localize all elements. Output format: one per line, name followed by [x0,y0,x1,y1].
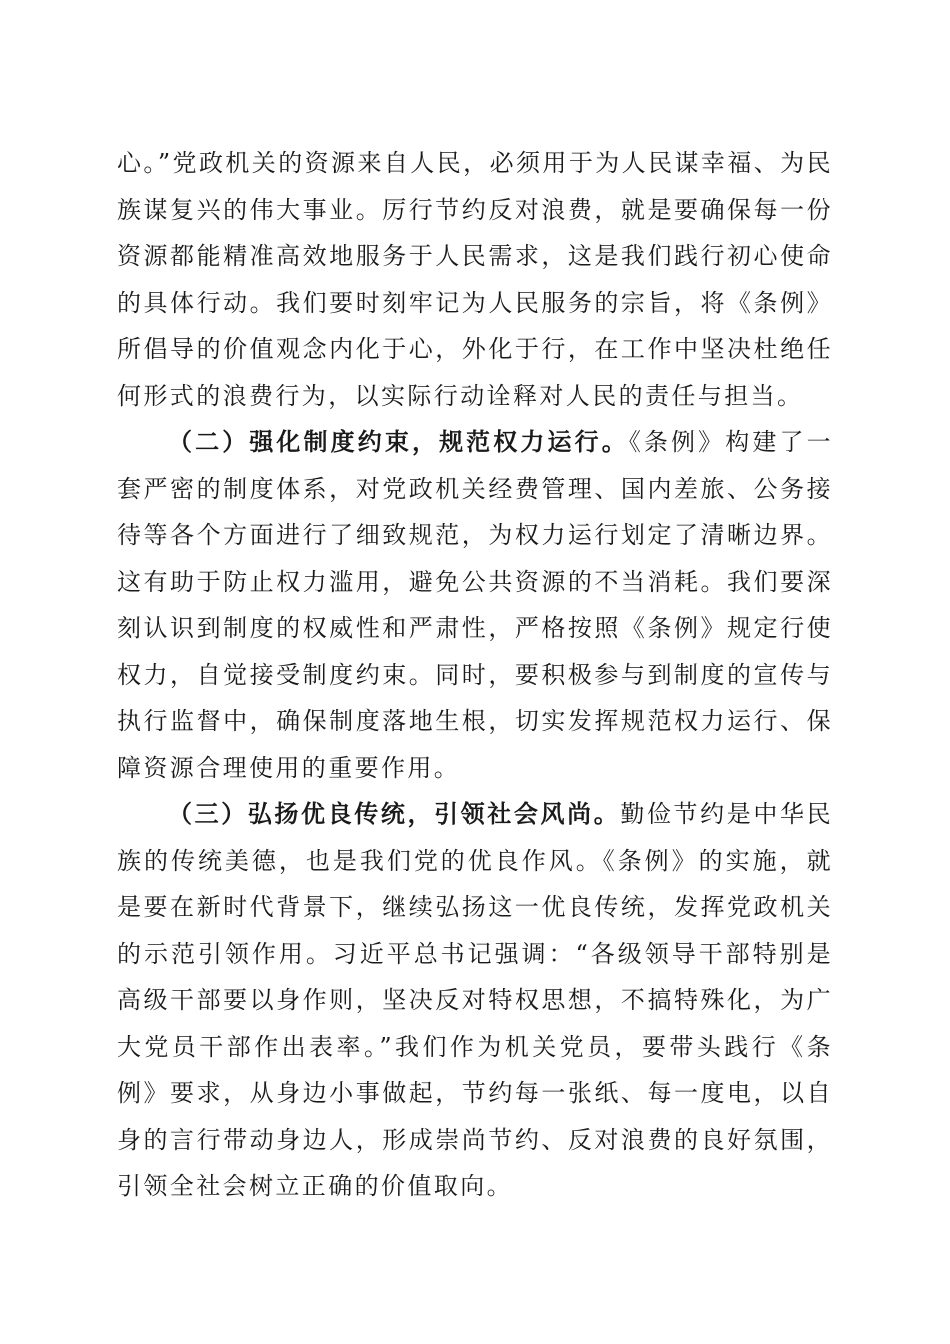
section-heading-2: （二）强化制度约束，规范权力运行。 [168,428,629,456]
paragraph-section-2 [117,419,833,791]
paragraph-section-3 [117,791,833,1210]
paragraph-text: 《条例》构建了一套严密的制度体系，对党政机关经费管理、国内差旅、公务接待等各个方面进行了细致规范，为权力运行划定了清晰边界。这有助于防止权力滥用，避免公共资源的不当消耗。我们要深刻认识到制度的权威性和严肃性，严格按照《条例》规定行使权力，自觉接受制度约束。同时，要积极参与到制度的宣传与执行监督中，确保制度落地生根，切实发挥规范权力运行、保障资源合理使用的重要作用。 [117,428,833,782]
paragraph-text: 勤俭节约是中华民族的传统美德，也是我们党的优良作风。《条例》的实施，就是要在新时代背景下，继续弘扬这一优良传统，发挥党政机关的示范引领作用。习近平总书记强调：“各级领导干部特别是高级干部要以身作则，坚决反对特权思想，不搞特殊化，为广大党员干部作出表率。”我们作为机关党员，要带头践行《条例》要求，从身边小事做起，节约每一张纸、每一度电，以自身的言行带动身边人，形成崇尚节约、反对浪费的良好氛围，引领全社会树立正确的价值取向。 [117,800,833,1200]
paragraph-text: 心。”党政机关的资源来自人民，必须用于为人民谋幸福、为民族谋复兴的伟大事业。厉行节约反对浪费，就是要确保每一份资源都能精准高效地服务于人民需求，这是我们践行初心使命的具体行动。我们要时刻牢记为人民服务的宗旨，将《条例》所倡导的价值观念内化于心，外化于行，在工作中坚决杜绝任何形式的浪费行为，以实际行动诠释对人民的责任与担当。 [117,149,833,410]
paragraph-continuation [117,140,833,419]
document-body [117,140,833,1210]
section-heading-3: （三）弘扬优良传统，引领社会风尚。 [168,800,621,828]
